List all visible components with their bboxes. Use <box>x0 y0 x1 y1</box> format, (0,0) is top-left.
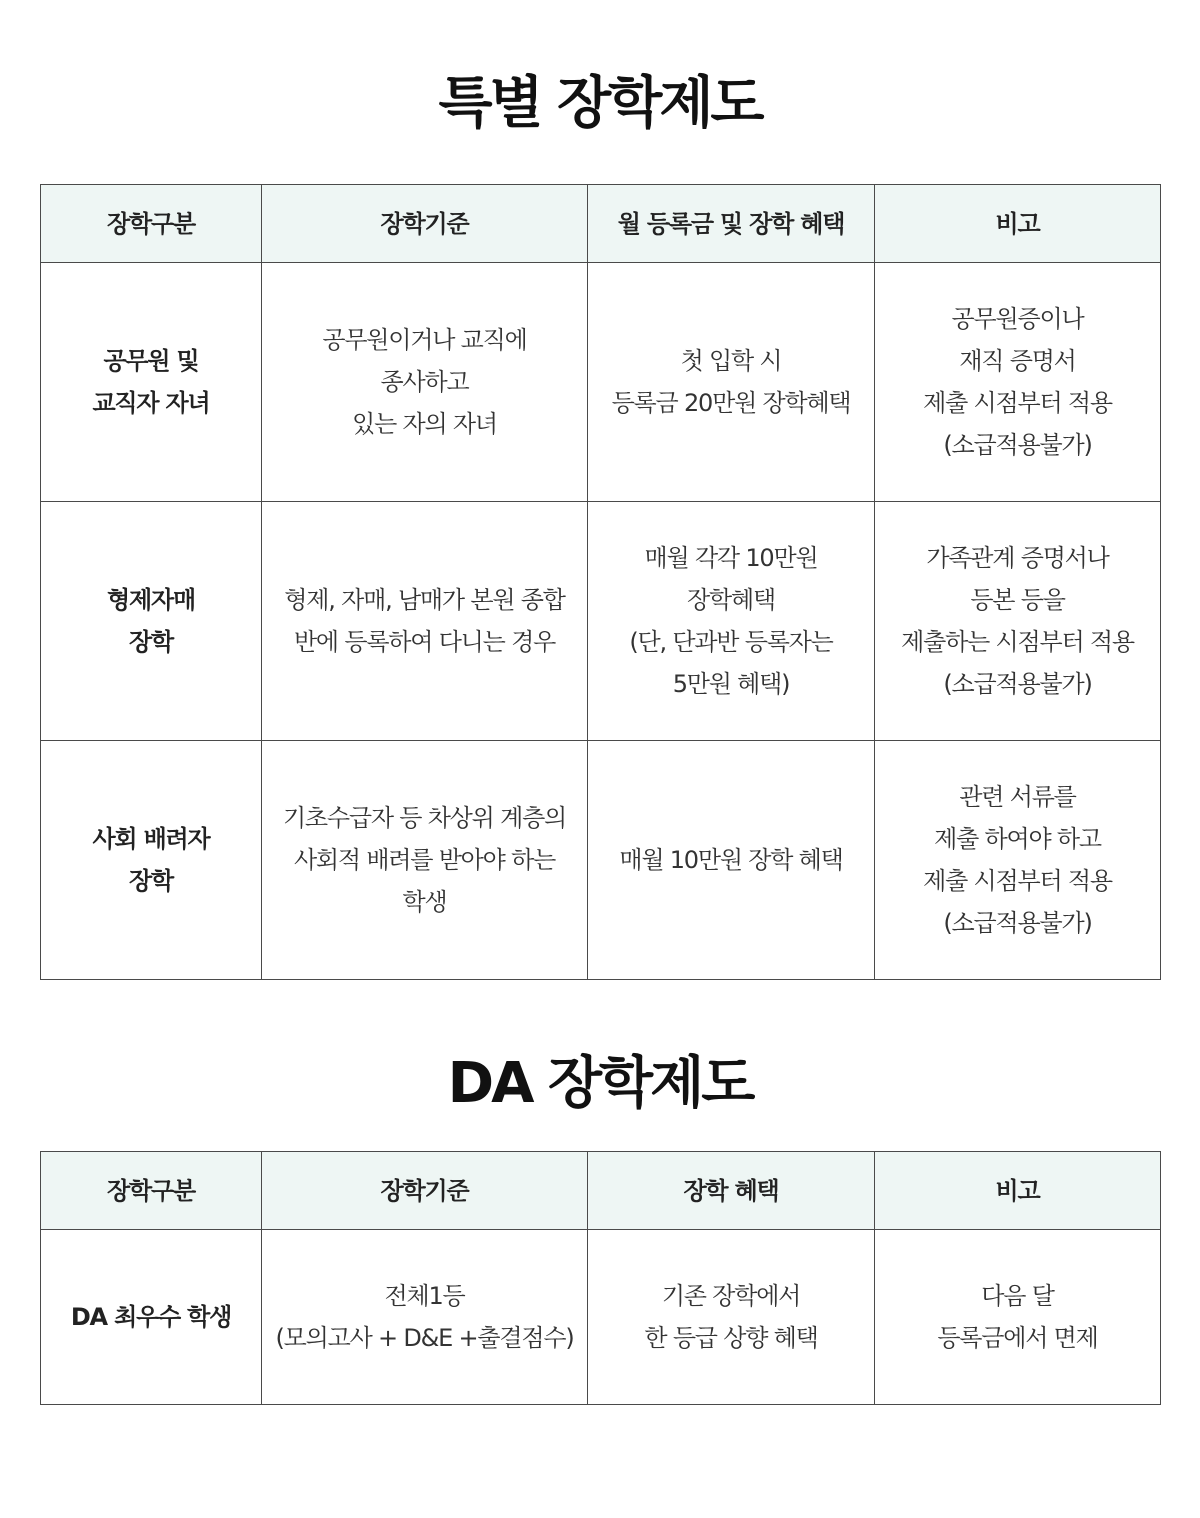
header-benefit: 장학 혜택 <box>588 1152 875 1230</box>
header-category: 장학구분 <box>41 1152 262 1230</box>
cell-criteria: 기초수급자 등 차상위 계층의 사회적 배려를 받아야 하는 학생 <box>262 741 588 980</box>
da-scholarship-title: DA 장학제도 <box>447 1051 753 1116</box>
header-criteria: 장학기준 <box>262 185 588 263</box>
cell-note: 공무원증이나 재직 증명서 제출 시점부터 적용 (소급적용불가) <box>875 263 1161 502</box>
table-row <box>41 741 1161 980</box>
table-row <box>41 1230 1161 1405</box>
table-row <box>41 502 1161 741</box>
cell-benefit: 기존 장학에서 한 등급 상향 혜택 <box>588 1230 875 1405</box>
header-note: 비고 <box>875 185 1161 263</box>
cell-criteria: 공무원이거나 교직에 종사하고 있는 자의 자녀 <box>262 263 588 502</box>
cell-criteria: 전체1등 (모의고사 + D&E +출결점수) <box>262 1230 588 1405</box>
cell-category: DA 최우수 학생 <box>41 1230 262 1405</box>
special-scholarship-title: 특별 장학제도 <box>438 71 762 136</box>
cell-benefit: 첫 입학 시 등록금 20만원 장학혜택 <box>588 263 875 502</box>
table-header-row <box>41 185 1161 263</box>
cell-category: 공무원 및 교직자 자녀 <box>41 263 262 502</box>
special-scholarship-table <box>40 184 1161 980</box>
cell-criteria: 형제, 자매, 남매가 본원 종합 반에 등록하여 다니는 경우 <box>262 502 588 741</box>
cell-category: 형제자매 장학 <box>41 502 262 741</box>
header-benefit: 월 등록금 및 장학 혜택 <box>588 185 875 263</box>
table-row <box>41 263 1161 502</box>
table-header-row <box>41 1152 1161 1230</box>
cell-note: 관련 서류를 제출 하여야 하고 제출 시점부터 적용 (소급적용불가) <box>875 741 1161 980</box>
da-scholarship-table <box>40 1151 1161 1405</box>
cell-note: 가족관계 증명서나 등본 등을 제출하는 시점부터 적용 (소급적용불가) <box>875 502 1161 741</box>
cell-benefit: 매월 각각 10만원 장학혜택 (단, 단과반 등록자는 5만원 혜택) <box>588 502 875 741</box>
cell-note: 다음 달 등록금에서 면제 <box>875 1230 1161 1405</box>
header-note: 비고 <box>875 1152 1161 1230</box>
cell-category: 사회 배려자 장학 <box>41 741 262 980</box>
cell-benefit: 매월 10만원 장학 혜택 <box>588 741 875 980</box>
header-category: 장학구분 <box>41 185 262 263</box>
header-criteria: 장학기준 <box>262 1152 588 1230</box>
